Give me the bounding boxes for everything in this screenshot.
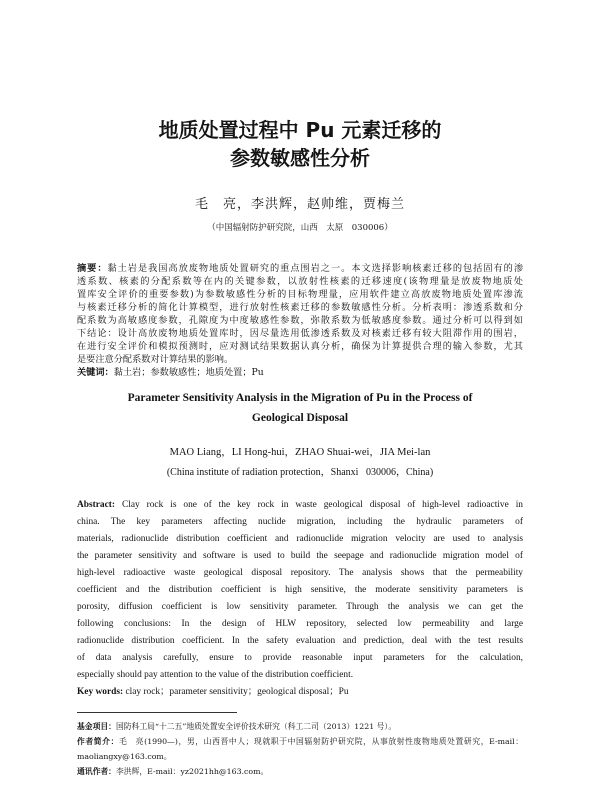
footnote-author-bio: [77, 734, 523, 749]
cn-abstract-label: 摘要：: [77, 262, 108, 274]
cn-abstract-line: 与核素迁移分析的简化计算模型，进行放射性核素迁移的参数敏感性分析。分析表明：渗透系数和分: [77, 301, 523, 313]
cn-abstract-line: 在进行安全评价和模拟预测时，应对测试结果数据认真分析，确保为计算提供合理的输入参数，尤其: [77, 340, 523, 352]
en-keywords: [77, 684, 523, 701]
en-abstract-line: the parameter sensitivity and software is used to build the seepage and radionuclide migration model of: [77, 550, 523, 561]
cn-title: [0, 116, 600, 172]
en-abstract-line: especially should pay attention to the value of the distribution coefficient.: [77, 669, 354, 680]
en-title-line: Parameter Sensitivity Analysis in the Migration of Pu in the Process of: [127, 392, 473, 404]
cn-title-line: 地质处置过程中 Pu 元素迁移的: [158, 118, 442, 142]
cn-abstract-line: 透系数、核素的分配系数等在内的关键参数，以放射性核素的迁移速度(该物理量是放废物地质处: [77, 275, 523, 287]
footnote-corresponding-text: 李洪辉，E-mail：yz2021hh@163.com。: [115, 766, 269, 776]
en-abstract-line: high-level radioactive waste geological disposal repository. The analysis shows that the permeability: [77, 567, 523, 578]
footnote-fund: [77, 719, 523, 734]
cn-abstract: [77, 262, 523, 379]
cn-authors: 毛 亮，李洪辉，赵帅维，贾梅兰: [194, 197, 405, 212]
en-title-line: Geological Disposal: [251, 412, 349, 424]
cn-keywords-label: 关键词：: [77, 366, 114, 378]
cn-affiliation: （中国辐射防护研究院，山西 太原 030006）: [207, 223, 393, 233]
cn-keywords-text: 黏土岩；参数敏感性；地质处置；Pu: [113, 366, 264, 378]
footnote-fund-label: 基金项目：: [77, 721, 116, 731]
footnote-author-bio-text: 毛 亮(1990—)，男，山西晋中人；现就职于中国辐射防护研究院，从事放射性废物地质处置研究，E-mail：: [118, 736, 524, 746]
en-abstract: [77, 497, 523, 701]
cn-abstract-line: 配系数为高敏感度参数，孔隙度为中度敏感性参数，弥散系数为低敏感度参数。通过分析可以得到如: [77, 314, 523, 326]
en-abstract-line: porosity, diffusion coefficient is low sensitivity parameter. Through the analysis we can get the: [77, 601, 523, 612]
en-title: [0, 388, 600, 428]
en-keywords-text: clay rock；parameter sensitivity；geological disposal；Pu: [123, 686, 349, 697]
en-abstract-line: materials, radionuclide distribution coefficient and radionuclide migration velocity are used to analysis: [77, 533, 523, 544]
en-abstract-text: Clay rock is one of the key rock in waste geological disposal of high-level radioactive in: [115, 499, 523, 510]
cn-abstract-line: 下结论：设计高放废物地质处置库时，因尽量选用低渗透系数及对核素迁移有较大阻滞作用的围岩，: [77, 327, 523, 339]
footnote-fund-text: 国防科工局“十二五”地质处置安全评价技术研究（科工二司（2013）1221 号）。: [115, 721, 397, 731]
cn-abstract-line: [77, 262, 523, 275]
footnote-separator: [77, 712, 237, 713]
en-abstract-line: [77, 497, 523, 514]
cn-abstract-text: 黏土岩是我国高放废物地质处置研究的重点围岩之一。本文选择影响核素迁移的包括固有的渗: [107, 262, 524, 274]
footnote-author-email: maoliangxy@163.com。: [77, 751, 172, 761]
en-authors: MAO Liang，LI Hong-hui，ZHAO Shuai-wei，JIA Mei-lan: [169, 447, 431, 458]
en-abstract-label: Abstract:: [77, 499, 116, 510]
footnotes: [77, 719, 523, 779]
en-abstract-line: radionuclide distribution coefficient. In the safety evaluation and prediction, deal with the test results: [77, 635, 523, 646]
cn-keywords: [77, 366, 523, 379]
footnote-author-bio-label: 作者简介：: [77, 736, 119, 746]
en-affiliation: (China institute of radiation protection，Shanxi 030006，China): [166, 467, 434, 478]
en-abstract-line: china. The key parameters affecting nuclide migration, including the hydraulic parameters of: [77, 516, 523, 527]
cn-title-line: 参数敏感性分析: [230, 146, 370, 170]
cn-abstract-line: 是要注意分配系数对计算结果的影响。: [77, 353, 234, 365]
footnote-corresponding: [77, 764, 523, 779]
en-abstract-line: of data analysis carefully, ensure to provide reasonable input parameters for the calculation,: [77, 652, 523, 663]
footnote-corresponding-label: 通讯作者：: [77, 766, 116, 776]
en-abstract-line: following conclusions: In the design of HLW repository, selected low permeability and large: [77, 618, 523, 629]
cn-abstract-line: 置库安全评价的重要参数)为参数敏感性分析的目标物理量，应用软件建立高放废物地质处置库渗流: [77, 288, 523, 300]
en-abstract-line: coefficient and the distribution coefficient is high sensitive, the moderate sensitivity parameters is: [77, 584, 523, 595]
en-keywords-label: Key words:: [77, 686, 124, 697]
